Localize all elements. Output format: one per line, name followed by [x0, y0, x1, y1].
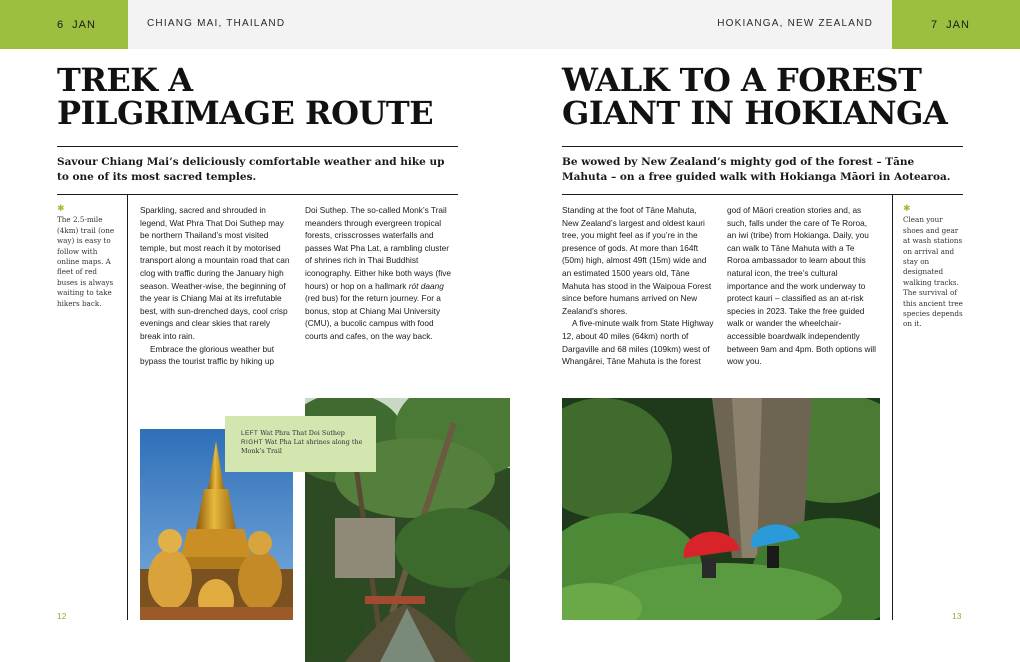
body-column-1	[140, 204, 293, 368]
article-title: WALK TO A FOREST GIANT IN HOKIANGA	[562, 61, 948, 132]
body-text: Doi Suthep. The so-called Monk’s Trail meanders through evergreen tropical forests, crisscrosses waterfalls and passes Wat Pha Lat, a rambling cluster of shrines rich in Thai Buddhist iconography. Either hike both ways (five hours) or hop on a hallmark	[305, 205, 452, 291]
divider-rule	[57, 194, 458, 195]
body-column-3	[562, 204, 715, 368]
side-note-text: Clean your shoes and gear at wash stations on arrival and stay on designated walking tracks. The survival of this ancient tree species depends on it.	[903, 215, 963, 329]
body-column-2	[305, 204, 454, 343]
location-label: CHIANG MAI, THAILAND	[147, 18, 286, 29]
body-paragraph: Sparkling, sacred and shrouded in legend, Wat Phra That Doi Suthep may be northern Thailand’s most visited temple, but most reach it by motorised transport along a mountain road that can clog with traffic during the January high season. Weather-wise, the beginning of the year is Chiang Mai at its irrefutable best, with sun-drenched days, cool crisp evenings and clear skies that rarely break into rain.	[140, 205, 290, 341]
body-paragraph: Standing at the foot of Tāne Mahuta, New Zealand’s largest and oldest kauri tree, you might feel as if you’re in the presence of gods. At more than 164ft (50m) high, almost 49ft (15m) wide and an estimated 1500 years old, Tāne Mahuta has stood in the Waipoua Forest since before humans arrived on New Zealand’s shores.	[562, 205, 712, 316]
date-month: JAN	[946, 18, 970, 31]
body-paragraph: Embrace the glorious weather but bypass the tourist traffic by hiking up	[140, 343, 275, 367]
date-day: 7	[931, 18, 939, 31]
body-text-italic: rót daang	[408, 280, 444, 291]
divider-rule	[562, 194, 963, 195]
side-note-text: The 2.5-mile (4km) trail (one way) is easy to follow with online maps. A fleet of red buses is always waiting to take hikers back.	[57, 215, 115, 308]
body-paragraph: god of Māori creation stories and, as such, falls under the care of Te Roroa, an iwi (tribe) from Hokianga. Daily, you can walk to Tāne Mahuta with a Te Roroa ambassador to learn about this natural icon, the tree’s cultural importance and the work underway to protect kauri – classified as an at-risk species in 2023. Take the free guided walk or wander the wheelchair-accessible boardwalk independently between 9am and 4pm. Both options will wow you.	[727, 205, 876, 367]
vertical-rule	[892, 194, 893, 620]
article-dek: Be wowed by New Zealand’s mighty god of the forest – Tāne Mahuta – on a free guided walk with Hokianga Māori in Aotearoa.	[562, 156, 951, 183]
caption-tag: LEFT	[241, 430, 259, 437]
location-label: HOKIANGA, NEW ZEALAND	[717, 18, 873, 29]
divider-rule	[562, 146, 963, 147]
page-number: 13	[952, 611, 962, 621]
caption-text: Wat Pha Lat shrines along the Monk’s Trail	[241, 438, 363, 456]
article-title: TREK A PILGRIMAGE ROUTE	[57, 61, 434, 132]
date-day: 6	[57, 18, 65, 31]
body-paragraph: A five-minute walk from State Highway 12, about 40 miles (64km) north of Dargaville and 68 miles (109km) west of Whangārei, Tāne Mahuta is the forest	[562, 318, 714, 367]
photo-kauri-forest	[562, 398, 880, 620]
article-dek: Savour Chiang Mai’s deliciously comfortable weather and hike up to one of its most sacred temples.	[57, 156, 445, 183]
asterisk-icon: ✱	[57, 204, 65, 214]
date-box-left	[0, 0, 128, 49]
caption-tag: RIGHT	[241, 439, 263, 447]
body-paragraph	[305, 204, 454, 343]
side-note	[57, 204, 117, 309]
side-note	[903, 204, 963, 330]
asterisk-icon: ✱	[903, 204, 911, 214]
photo-caption	[225, 416, 376, 472]
date-box-right	[892, 0, 1020, 49]
date-month: JAN	[72, 18, 96, 31]
body-text: (red bus) for the return journey. For a bonus, stop at Chiang Mai University (CMU), a bucolic campus with food courts and cafes, on the way back.	[305, 293, 441, 341]
page-number: 12	[57, 611, 67, 621]
caption-text: Wat Phra That Doi Suthep	[258, 429, 345, 437]
vertical-rule	[127, 194, 128, 620]
divider-rule	[57, 146, 458, 147]
body-column-4	[727, 204, 878, 368]
